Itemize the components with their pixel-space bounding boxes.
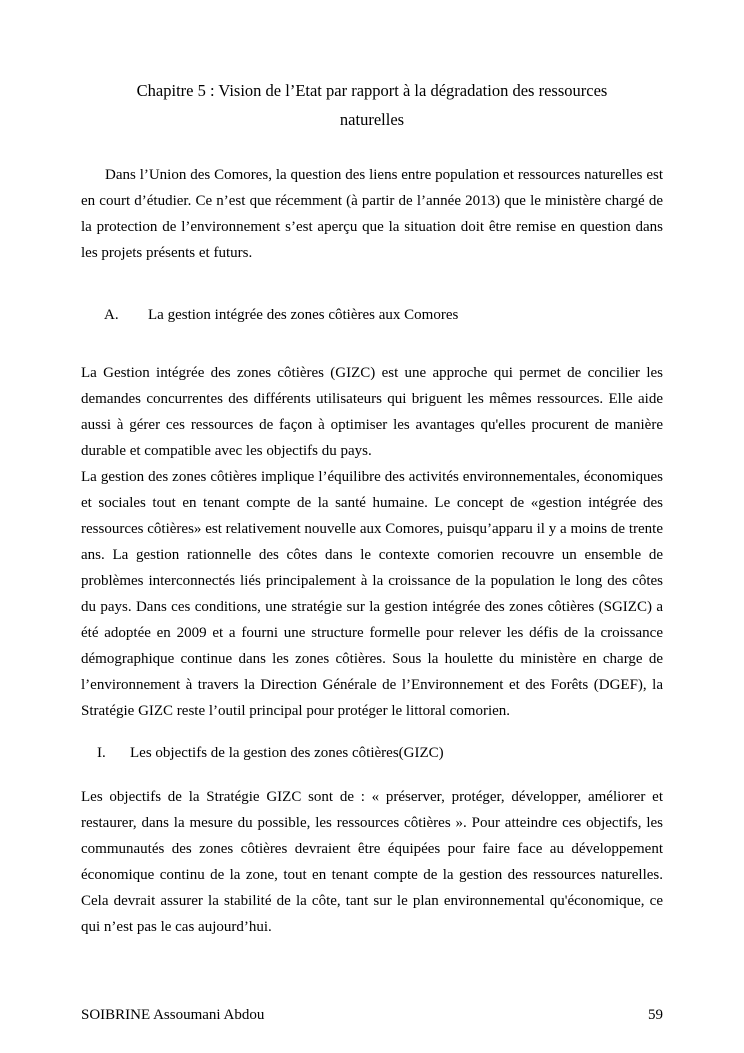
section-a-title: La gestion intégrée des zones côtières aux Comores (148, 307, 459, 323)
section-i-heading (81, 740, 663, 766)
section-a-heading (81, 302, 663, 328)
footer-author: SOIBRINE Assoumani Abdou (81, 1007, 265, 1023)
footer-page-number: 59 (648, 1007, 663, 1023)
paragraph-gizc-definition: La Gestion intégrée des zones côtières (GIZC) est une approche qui permet de concilier les demandes concurrentes des différents utilisateurs qui briguent les mêmes ressources. Elle aide aussi à gérer ces ressources de façon à optimiser les avantages qu'elles procurent de manière durable et compatible avec les objectifs du pays. (81, 365, 663, 459)
paragraph-objectives: Les objectifs de la Stratégie GIZC sont de : « préserver, protéger, développer, améliorer et restaurer, dans la mesure du possible, les ressources côtières ». Pour atteindre ces objectifs, les communautés des zones côtières devraient être équipées pour faire face au développement économique continu de la zone, tout en tenant compte de la gestion des ressources naturelles. Cela devrait assurer la stabilité de la côte, tant sur le plan environnemental qu'économique, ce qui n’est pas le cas aujourd’hui. (81, 789, 663, 935)
chapter-title: Chapitre 5 : Vision de l’Etat par rapport à la dégradation des ressources naturelles (136, 81, 608, 129)
section-a-number: A. (104, 307, 119, 323)
paragraph-gizc-context: La gestion des zones côtières implique l’équilibre des activités environnementales, économiques et sociales tout en tenant compte de la santé humaine. Le concept de «gestion intégrée des ressources côtières» est relativement nouvelle aux Comores, puisqu’apparu il y a moins de trente ans. La gestion rationnelle des côtes dans le contexte comorien recouvre un ensemble de problèmes interconnectés liés principalement à la croissance de la population le long des côtes du pays. Dans ces conditions, une stratégie sur la gestion intégrée des zones côtières (SGIZC) a été adoptée en 2009 et a fourni une structure formelle pour relever les défis de la croissance démographique continue dans les zones côtières. Sous la houlette du ministère en charge de l’environnement à travers la Direction Générale de l’Environnement et des Forêts (DGEF), la Stratégie GIZC reste l’outil principal pour protéger le littoral comorien. (81, 469, 663, 719)
paragraph-intro: Dans l’Union des Comores, la question des liens entre population et ressources naturelles est en court d’étudier. Ce n’est que récemment (à partir de l’année 2013) que le ministère chargé de la protection de l’environnement s’est aperçu que la situation doit être remise en question dans les projets présents et futurs. (81, 167, 663, 261)
section-i-number: I. (97, 745, 106, 761)
section-i-title: Les objectifs de la gestion des zones côtières(GIZC) (130, 745, 444, 761)
page-footer (81, 1006, 663, 1024)
